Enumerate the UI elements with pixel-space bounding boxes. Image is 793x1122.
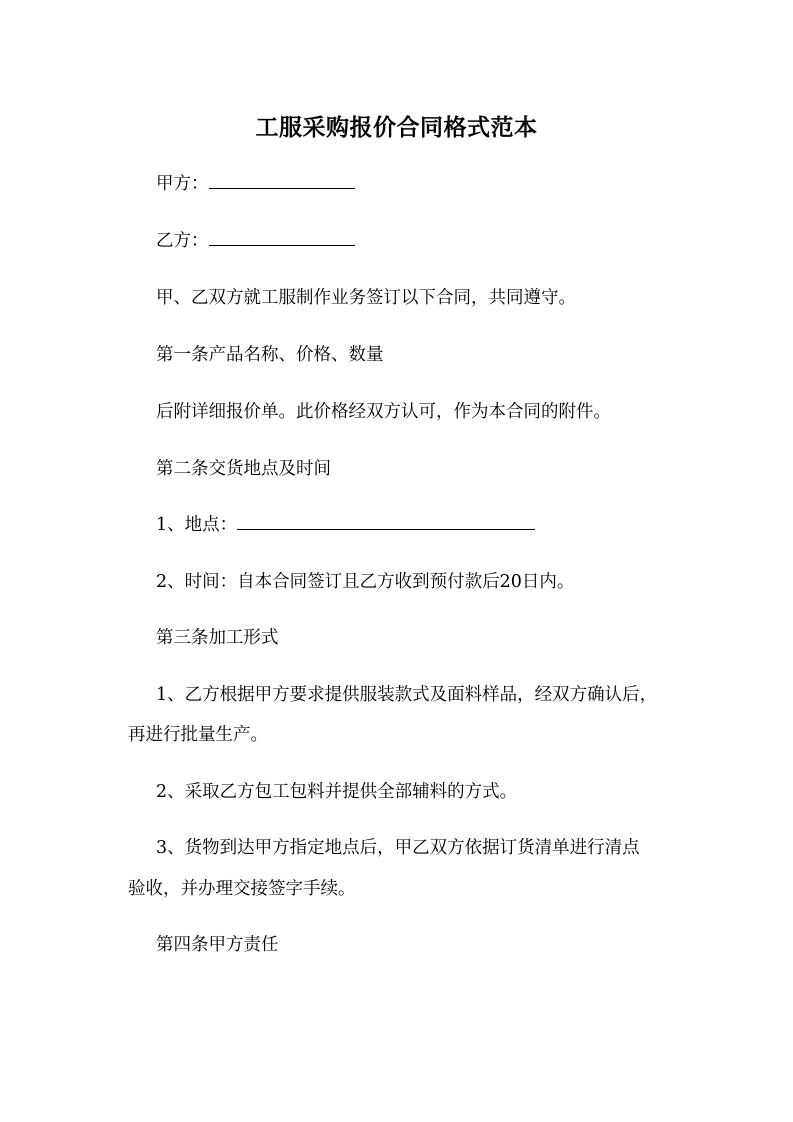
article3-item2: 2、采取乙方包工包料并提供全部辅料的方式。 [156, 782, 518, 802]
article1-heading: 第一条产品名称、价格、数量 [156, 345, 384, 365]
article3-heading: 第三条加工形式 [156, 628, 279, 648]
article3-item1-line2: 再进行批量生产。 [128, 725, 268, 745]
party-b-line [128, 222, 688, 260]
party-a-blank[interactable] [209, 166, 355, 189]
article3-item1-line1: 1、乙方根据甲方要求提供服装款式及面料样品，经双方确认后， [156, 685, 658, 705]
article3-item3-line1: 3、货物到达甲方指定地点后，甲乙双方依据订货清单进行清点 [156, 838, 640, 858]
location-blank[interactable] [237, 507, 535, 530]
article2-item1 [128, 506, 688, 544]
party-b-blank[interactable] [209, 223, 355, 246]
party-b-label: 乙方： [156, 231, 209, 251]
document-title: 工服采购报价合同格式范本 [255, 114, 538, 141]
article1-text: 后附详细报价单。此价格经双方认可，作为本合同的附件。 [156, 402, 611, 422]
intro-paragraph: 甲、乙双方就工服制作业务签订以下合同，共同遵守。 [156, 288, 576, 308]
party-a-line [128, 165, 688, 203]
article4-heading: 第四条甲方责任 [156, 935, 279, 955]
article3-item3-line2: 验收，并办理交接签字手续。 [128, 879, 356, 899]
location-label: 1、地点： [156, 515, 238, 535]
party-a-label: 甲方： [156, 174, 209, 194]
article2-item2: 2、时间：自本合同签订且乙方收到预付款后20日内。 [156, 572, 575, 592]
article2-heading: 第二条交货地点及时间 [156, 459, 331, 479]
